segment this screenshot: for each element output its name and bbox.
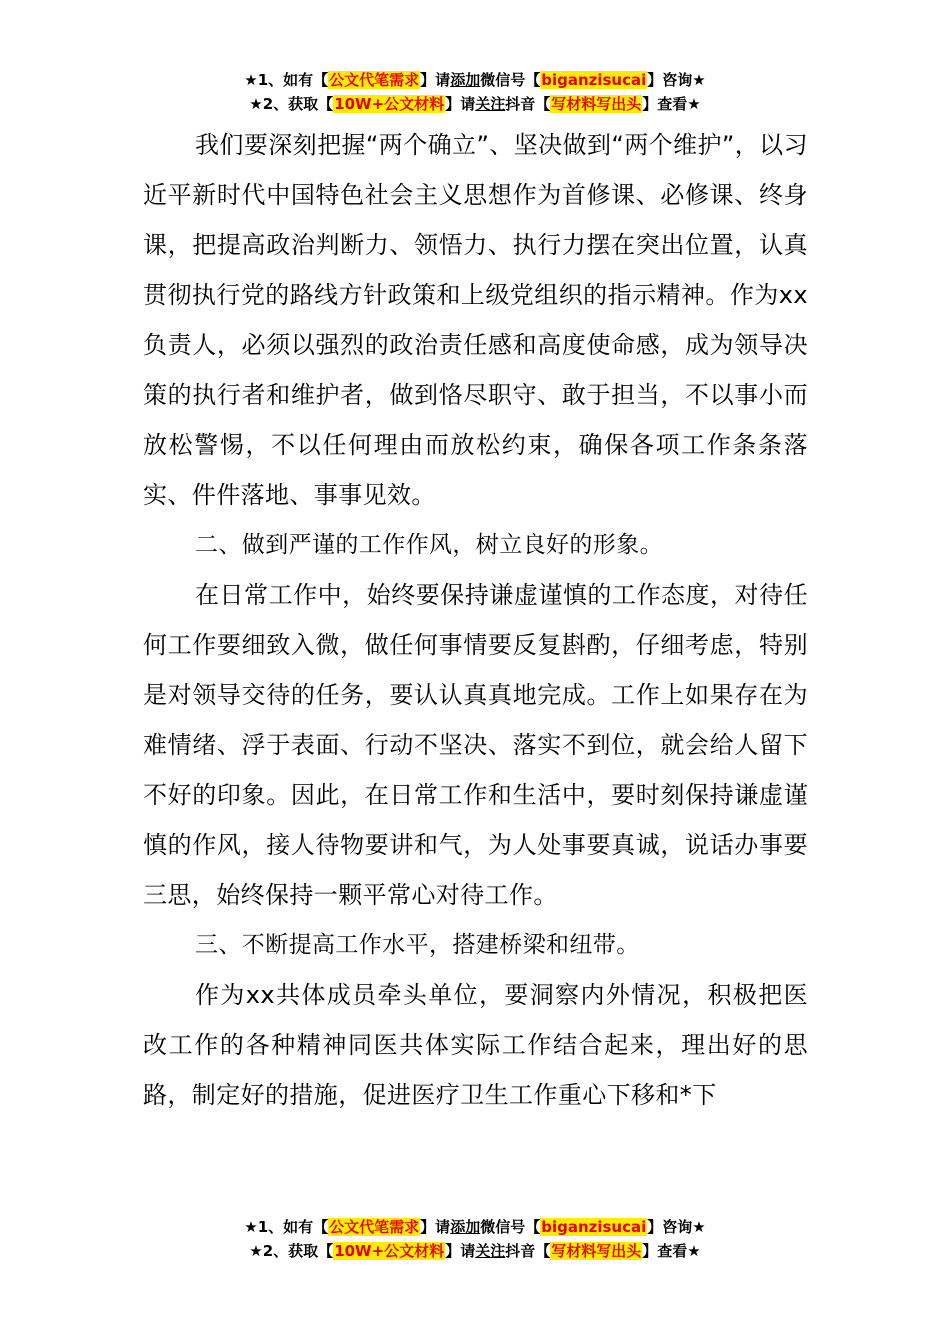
highlight-wechat-id: biganzisucai	[541, 71, 647, 89]
banner-line-2: ★2、获取【10W+公文材料】请关注抖音【写材料写出头】查看★	[249, 95, 701, 113]
banner-line-1: ★1、如有【公文代笔需求】请添加微信号【biganzisucai】咨询★	[244, 71, 706, 89]
document-body	[143, 120, 808, 1120]
highlight-douyin: 写材料写出头	[551, 95, 642, 113]
highlight-materials: 10W+公文材料	[334, 95, 445, 113]
footer-line-1: ★1、如有【公文代笔需求】请添加微信号【biganzisucai】咨询★	[244, 1218, 706, 1236]
footer-banner	[0, 1215, 950, 1263]
paragraph-1: 我们要深刻把握“两个确立”、坚决做到“两个维护”，以习近平新时代中国特色社会主义思想作为首修课、必修课、终身课，把提高政治判断力、领悟力、执行力摆在突出位置，认真贯彻执行党的路线方针政策和上级党组织的指示精神。作为xx负责人，必须以强烈的政治责任感和高度使命感，成为领导决策的执行者和维护者，做到恪尽职守、敢于担当，不以事小而放松警惕，不以任何理由而放松约束，确保各项工作条条落实、件件落地、事事见效。	[143, 131, 808, 509]
footer-highlight-service: 公文代笔需求	[329, 1218, 420, 1236]
paragraph-2: 在日常工作中，始终要保持谦虚谨慎的工作态度，对待任何工作要细致入微，做任何事情要反复斟酌，仔细考虑，特别是对领导交待的任务，要认认真真地完成。工作上如果存在为难情绪、浮于表面、行动不坚决、落实不到位，就会给人留下不好的印象。因此，在日常工作和生活中，要时刻保持谦虚谨慎的作风，接人待物要讲和气，为人处事要真诚，说话办事要三思，始终保持一颗平常心对待工作。	[143, 581, 808, 909]
footer-highlight-wechat-id: biganzisucai	[541, 1218, 647, 1236]
footer-highlight-materials: 10W+公文材料	[334, 1242, 445, 1260]
header-banner	[0, 68, 950, 116]
highlight-service: 公文代笔需求	[329, 71, 420, 89]
paragraph-3: 作为xx共体成员牵头单位，要洞察内外情况，积极把医改工作的各种精神同医共体实际工作结合起来，理出好的思路，制定好的措施，促进医疗卫生工作重心下移和*下	[143, 981, 808, 1109]
footer-highlight-douyin: 写材料写出头	[551, 1242, 642, 1260]
footer-line-2: ★2、获取【10W+公文材料】请关注抖音【写材料写出头】查看★	[249, 1242, 701, 1260]
section-heading-3: 三、不断提高工作水平，搭建桥梁和纽带。	[195, 932, 640, 958]
section-heading-2: 二、做到严谨的工作作风，树立良好的形象。	[195, 532, 663, 558]
